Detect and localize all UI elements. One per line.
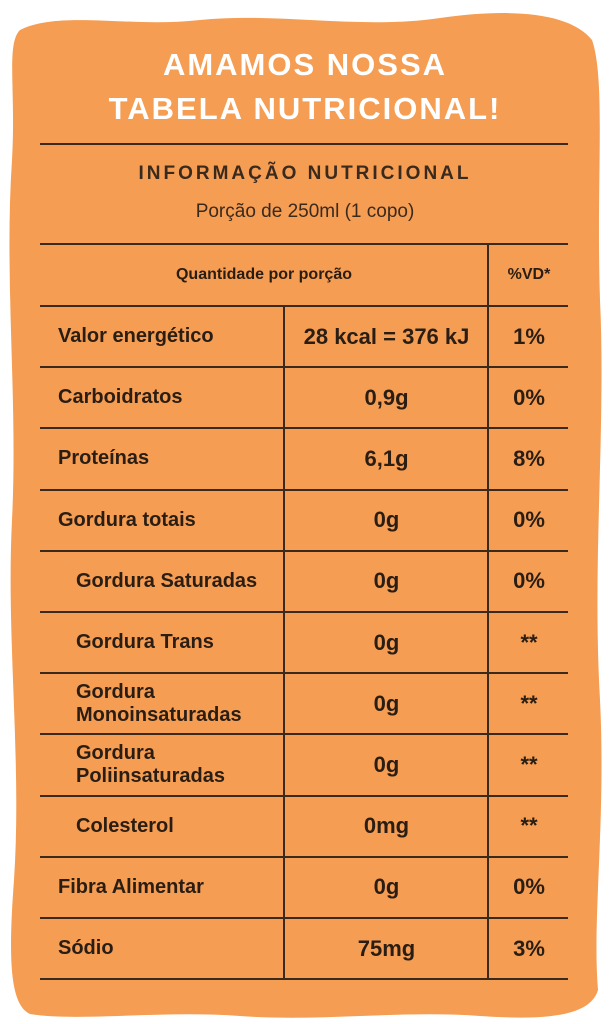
nutrient-name: Sódio	[58, 937, 114, 960]
nutrient-value: 0g	[373, 507, 400, 533]
nutrient-value: 0g	[373, 874, 400, 900]
nutrient-name	[76, 674, 283, 733]
nutrient-name: Valor energético	[58, 325, 214, 348]
nutrient-name: Fibra Alimentar	[58, 875, 204, 898]
nutrient-value: 75mg	[357, 935, 416, 961]
nutrient-name-line-2: Poliinsaturadas	[76, 764, 225, 787]
nutrient-name: Proteínas	[58, 447, 150, 470]
nutrient-daily-value: 0%	[513, 568, 545, 594]
nutrient-daily-value: 1%	[513, 323, 545, 349]
header-vd: %VD*	[507, 266, 551, 283]
nutrient-daily-value: **	[520, 751, 538, 777]
nutrient-name: Gordura Trans	[76, 631, 214, 654]
nutrient-daily-value: **	[520, 690, 538, 716]
nutrient-daily-value: **	[520, 629, 538, 655]
nutrient-name-line-2: Monoinsaturadas	[76, 703, 242, 726]
serving-size: Porção de 250ml (1 copo)	[195, 201, 415, 222]
headline-line-2: TABELA NUTRICIONAL!	[108, 91, 502, 126]
nutrient-name-line-1: Gordura	[76, 741, 155, 764]
nutrient-name: Gordura Saturadas	[76, 569, 258, 592]
nutrient-value: 0g	[373, 751, 400, 777]
table-bottom-border	[40, 978, 568, 980]
nutrient-value: 0g	[373, 568, 400, 594]
nutrient-name	[76, 735, 283, 794]
info-title: INFORMAÇÃO NUTRICIONAL	[138, 163, 472, 184]
divider-top	[40, 143, 568, 145]
headline-line-1: AMAMOS NOSSA	[162, 47, 448, 82]
nutrient-name: Carboidratos	[58, 386, 183, 409]
nutrient-daily-value: **	[520, 813, 538, 839]
nutrient-name: Colesterol	[76, 814, 174, 837]
nutrient-name: Gordura totais	[58, 508, 196, 531]
nutrient-daily-value: 0%	[513, 384, 545, 410]
header-quantity: Quantidade por porção	[175, 266, 352, 283]
nutrient-value: 6,1g	[364, 445, 409, 471]
nutrient-value: 0,9g	[364, 384, 409, 410]
nutrient-name-line-1: Gordura	[76, 680, 155, 703]
nutrient-daily-value: 0%	[513, 507, 545, 533]
nutrient-value: 0g	[373, 629, 400, 655]
nutrient-value: 0g	[373, 690, 400, 716]
nutrient-value: 28 kcal = 376 kJ	[303, 323, 470, 349]
nutrient-daily-value: 8%	[513, 445, 545, 471]
nutrient-daily-value: 3%	[513, 935, 545, 961]
nutrient-value: 0mg	[363, 813, 410, 839]
nutrient-daily-value: 0%	[513, 874, 545, 900]
